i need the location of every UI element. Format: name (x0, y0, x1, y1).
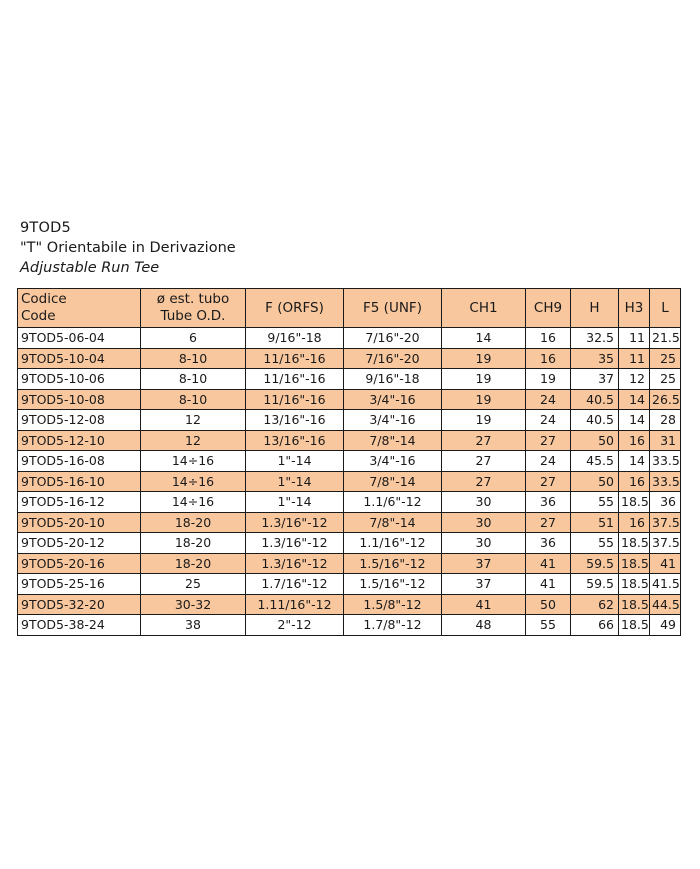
cell-tube-od: 14÷16 (141, 492, 246, 513)
cell-f5-unf: 1.5/16"-12 (344, 574, 442, 595)
cell-l: 44.5 (650, 594, 681, 615)
cell-l: 28 (650, 410, 681, 431)
cell-f5-unf: 1.5/16"-12 (344, 553, 442, 574)
cell-code: 9TOD5-16-10 (18, 471, 141, 492)
cell-tube-od: 25 (141, 574, 246, 595)
cell-l: 33.5 (650, 451, 681, 472)
cell-h: 37 (571, 369, 619, 390)
cell-f-orfs: 1.3/16"-12 (246, 553, 344, 574)
cell-ch1: 14 (442, 328, 526, 349)
cell-h3: 11 (619, 348, 650, 369)
cell-ch9: 24 (526, 410, 571, 431)
header-h: H (571, 289, 619, 328)
cell-h3: 16 (619, 430, 650, 451)
cell-ch9: 16 (526, 328, 571, 349)
cell-ch1: 37 (442, 553, 526, 574)
header-code-english: Code (21, 308, 56, 324)
cell-h: 45.5 (571, 451, 619, 472)
header-code (18, 289, 141, 328)
product-title-english: Adjustable Run Tee (20, 260, 160, 276)
cell-code: 9TOD5-16-12 (18, 492, 141, 513)
cell-h: 66 (571, 615, 619, 636)
cell-ch9: 50 (526, 594, 571, 615)
cell-tube-od: 14÷16 (141, 471, 246, 492)
table-row (18, 430, 681, 451)
cell-h: 59.5 (571, 574, 619, 595)
header-tube-od-italian: ø est. tubo (156, 291, 230, 307)
cell-f-orfs: 11/16"-16 (246, 348, 344, 369)
cell-ch9: 24 (526, 451, 571, 472)
cell-f5-unf: 7/16"-20 (344, 328, 442, 349)
cell-h3: 18.5 (619, 574, 650, 595)
cell-f5-unf: 7/8"-14 (344, 512, 442, 533)
cell-tube-od: 8-10 (141, 348, 246, 369)
cell-tube-od: 8-10 (141, 369, 246, 390)
cell-code: 9TOD5-16-08 (18, 451, 141, 472)
cell-h3: 18.5 (619, 615, 650, 636)
cell-code: 9TOD5-20-12 (18, 533, 141, 554)
cell-ch1: 30 (442, 512, 526, 533)
cell-ch9: 24 (526, 389, 571, 410)
cell-tube-od: 38 (141, 615, 246, 636)
cell-ch1: 27 (442, 451, 526, 472)
cell-code: 9TOD5-32-20 (18, 594, 141, 615)
cell-tube-od: 12 (141, 430, 246, 451)
table-row (18, 492, 681, 513)
cell-f5-unf: 1.5/8"-12 (344, 594, 442, 615)
table-row (18, 471, 681, 492)
cell-f5-unf: 3/4"-16 (344, 451, 442, 472)
table-body (18, 328, 681, 636)
cell-ch1: 41 (442, 594, 526, 615)
cell-f-orfs: 13/16"-16 (246, 410, 344, 431)
cell-f5-unf: 7/8"-14 (344, 471, 442, 492)
product-heading (20, 218, 236, 278)
cell-code: 9TOD5-38-24 (18, 615, 141, 636)
cell-code: 9TOD5-12-10 (18, 430, 141, 451)
cell-h3: 16 (619, 471, 650, 492)
cell-ch9: 55 (526, 615, 571, 636)
cell-f-orfs: 1.3/16"-12 (246, 512, 344, 533)
cell-ch9: 41 (526, 574, 571, 595)
cell-f5-unf: 9/16"-18 (344, 369, 442, 390)
cell-h: 40.5 (571, 410, 619, 431)
cell-h: 55 (571, 533, 619, 554)
cell-ch9: 36 (526, 492, 571, 513)
cell-code: 9TOD5-10-08 (18, 389, 141, 410)
cell-l: 31 (650, 430, 681, 451)
cell-ch9: 41 (526, 553, 571, 574)
cell-l: 37.5 (650, 512, 681, 533)
cell-h3: 18.5 (619, 553, 650, 574)
cell-ch1: 30 (442, 533, 526, 554)
cell-f-orfs: 1.11/16"-12 (246, 594, 344, 615)
cell-h3: 12 (619, 369, 650, 390)
cell-h: 35 (571, 348, 619, 369)
table-row (18, 348, 681, 369)
cell-l: 25 (650, 348, 681, 369)
cell-tube-od: 8-10 (141, 389, 246, 410)
cell-h3: 16 (619, 512, 650, 533)
cell-l: 25 (650, 369, 681, 390)
header-tube-od-english: Tube O.D. (160, 308, 226, 324)
cell-ch1: 19 (442, 348, 526, 369)
table-row (18, 533, 681, 554)
cell-ch9: 19 (526, 369, 571, 390)
cell-l: 41 (650, 553, 681, 574)
table-row (18, 553, 681, 574)
header-tube-od (141, 289, 246, 328)
table-header-row (18, 289, 681, 328)
cell-f-orfs: 11/16"-16 (246, 369, 344, 390)
cell-f-orfs: 1"-14 (246, 492, 344, 513)
cell-code: 9TOD5-10-06 (18, 369, 141, 390)
cell-h3: 18.5 (619, 594, 650, 615)
header-h3: H3 (619, 289, 650, 328)
table-row (18, 389, 681, 410)
product-code: 9TOD5 (20, 220, 71, 236)
cell-h3: 14 (619, 451, 650, 472)
table-row (18, 615, 681, 636)
header-f5-unf: F5 (UNF) (344, 289, 442, 328)
table-row (18, 328, 681, 349)
cell-tube-od: 6 (141, 328, 246, 349)
cell-l: 33.5 (650, 471, 681, 492)
header-f-orfs: F (ORFS) (246, 289, 344, 328)
cell-ch9: 36 (526, 533, 571, 554)
cell-h: 50 (571, 471, 619, 492)
cell-ch9: 27 (526, 512, 571, 533)
cell-tube-od: 12 (141, 410, 246, 431)
cell-f5-unf: 1.1/6"-12 (344, 492, 442, 513)
table-row (18, 369, 681, 390)
cell-h: 40.5 (571, 389, 619, 410)
cell-h3: 14 (619, 389, 650, 410)
cell-f-orfs: 9/16"-18 (246, 328, 344, 349)
cell-ch1: 27 (442, 430, 526, 451)
cell-f-orfs: 1"-14 (246, 471, 344, 492)
cell-l: 21.5 (650, 328, 681, 349)
cell-ch1: 19 (442, 389, 526, 410)
cell-f-orfs: 1.3/16"-12 (246, 533, 344, 554)
header-ch9: CH9 (526, 289, 571, 328)
cell-f-orfs: 11/16"-16 (246, 389, 344, 410)
cell-f5-unf: 3/4"-16 (344, 389, 442, 410)
cell-l: 37.5 (650, 533, 681, 554)
cell-h: 51 (571, 512, 619, 533)
cell-tube-od: 30-32 (141, 594, 246, 615)
cell-tube-od: 18-20 (141, 553, 246, 574)
cell-code: 9TOD5-25-16 (18, 574, 141, 595)
cell-h: 59.5 (571, 553, 619, 574)
cell-ch1: 27 (442, 471, 526, 492)
cell-ch1: 19 (442, 410, 526, 431)
table-row (18, 574, 681, 595)
cell-ch9: 27 (526, 471, 571, 492)
cell-h3: 14 (619, 410, 650, 431)
cell-h3: 18.5 (619, 533, 650, 554)
cell-f5-unf: 7/8"-14 (344, 430, 442, 451)
cell-f5-unf: 1.1/16"-12 (344, 533, 442, 554)
cell-ch1: 37 (442, 574, 526, 595)
cell-ch1: 19 (442, 369, 526, 390)
cell-f-orfs: 1.7/16"-12 (246, 574, 344, 595)
header-l: L (650, 289, 681, 328)
cell-tube-od: 18-20 (141, 512, 246, 533)
cell-l: 41.5 (650, 574, 681, 595)
cell-h3: 18.5 (619, 492, 650, 513)
cell-tube-od: 14÷16 (141, 451, 246, 472)
cell-tube-od: 18-20 (141, 533, 246, 554)
cell-ch9: 16 (526, 348, 571, 369)
dimensions-table (17, 288, 681, 636)
header-code-italian: Codice (21, 291, 67, 307)
cell-h: 62 (571, 594, 619, 615)
cell-f-orfs: 1"-14 (246, 451, 344, 472)
cell-h3: 11 (619, 328, 650, 349)
cell-l: 49 (650, 615, 681, 636)
cell-f5-unf: 3/4"-16 (344, 410, 442, 431)
table-row (18, 512, 681, 533)
cell-code: 9TOD5-20-10 (18, 512, 141, 533)
table-row (18, 594, 681, 615)
cell-ch1: 48 (442, 615, 526, 636)
cell-l: 36 (650, 492, 681, 513)
cell-code: 9TOD5-12-08 (18, 410, 141, 431)
cell-f-orfs: 13/16"-16 (246, 430, 344, 451)
cell-ch1: 30 (442, 492, 526, 513)
cell-f5-unf: 7/16"-20 (344, 348, 442, 369)
cell-h: 50 (571, 430, 619, 451)
cell-l: 26.5 (650, 389, 681, 410)
cell-code: 9TOD5-06-04 (18, 328, 141, 349)
cell-f-orfs: 2"-12 (246, 615, 344, 636)
table-row (18, 410, 681, 431)
cell-code: 9TOD5-20-16 (18, 553, 141, 574)
cell-f5-unf: 1.7/8"-12 (344, 615, 442, 636)
cell-ch9: 27 (526, 430, 571, 451)
table-row (18, 451, 681, 472)
cell-code: 9TOD5-10-04 (18, 348, 141, 369)
cell-h: 32.5 (571, 328, 619, 349)
cell-h: 55 (571, 492, 619, 513)
product-title-italian: "T" Orientabile in Derivazione (20, 240, 236, 256)
header-ch1: CH1 (442, 289, 526, 328)
